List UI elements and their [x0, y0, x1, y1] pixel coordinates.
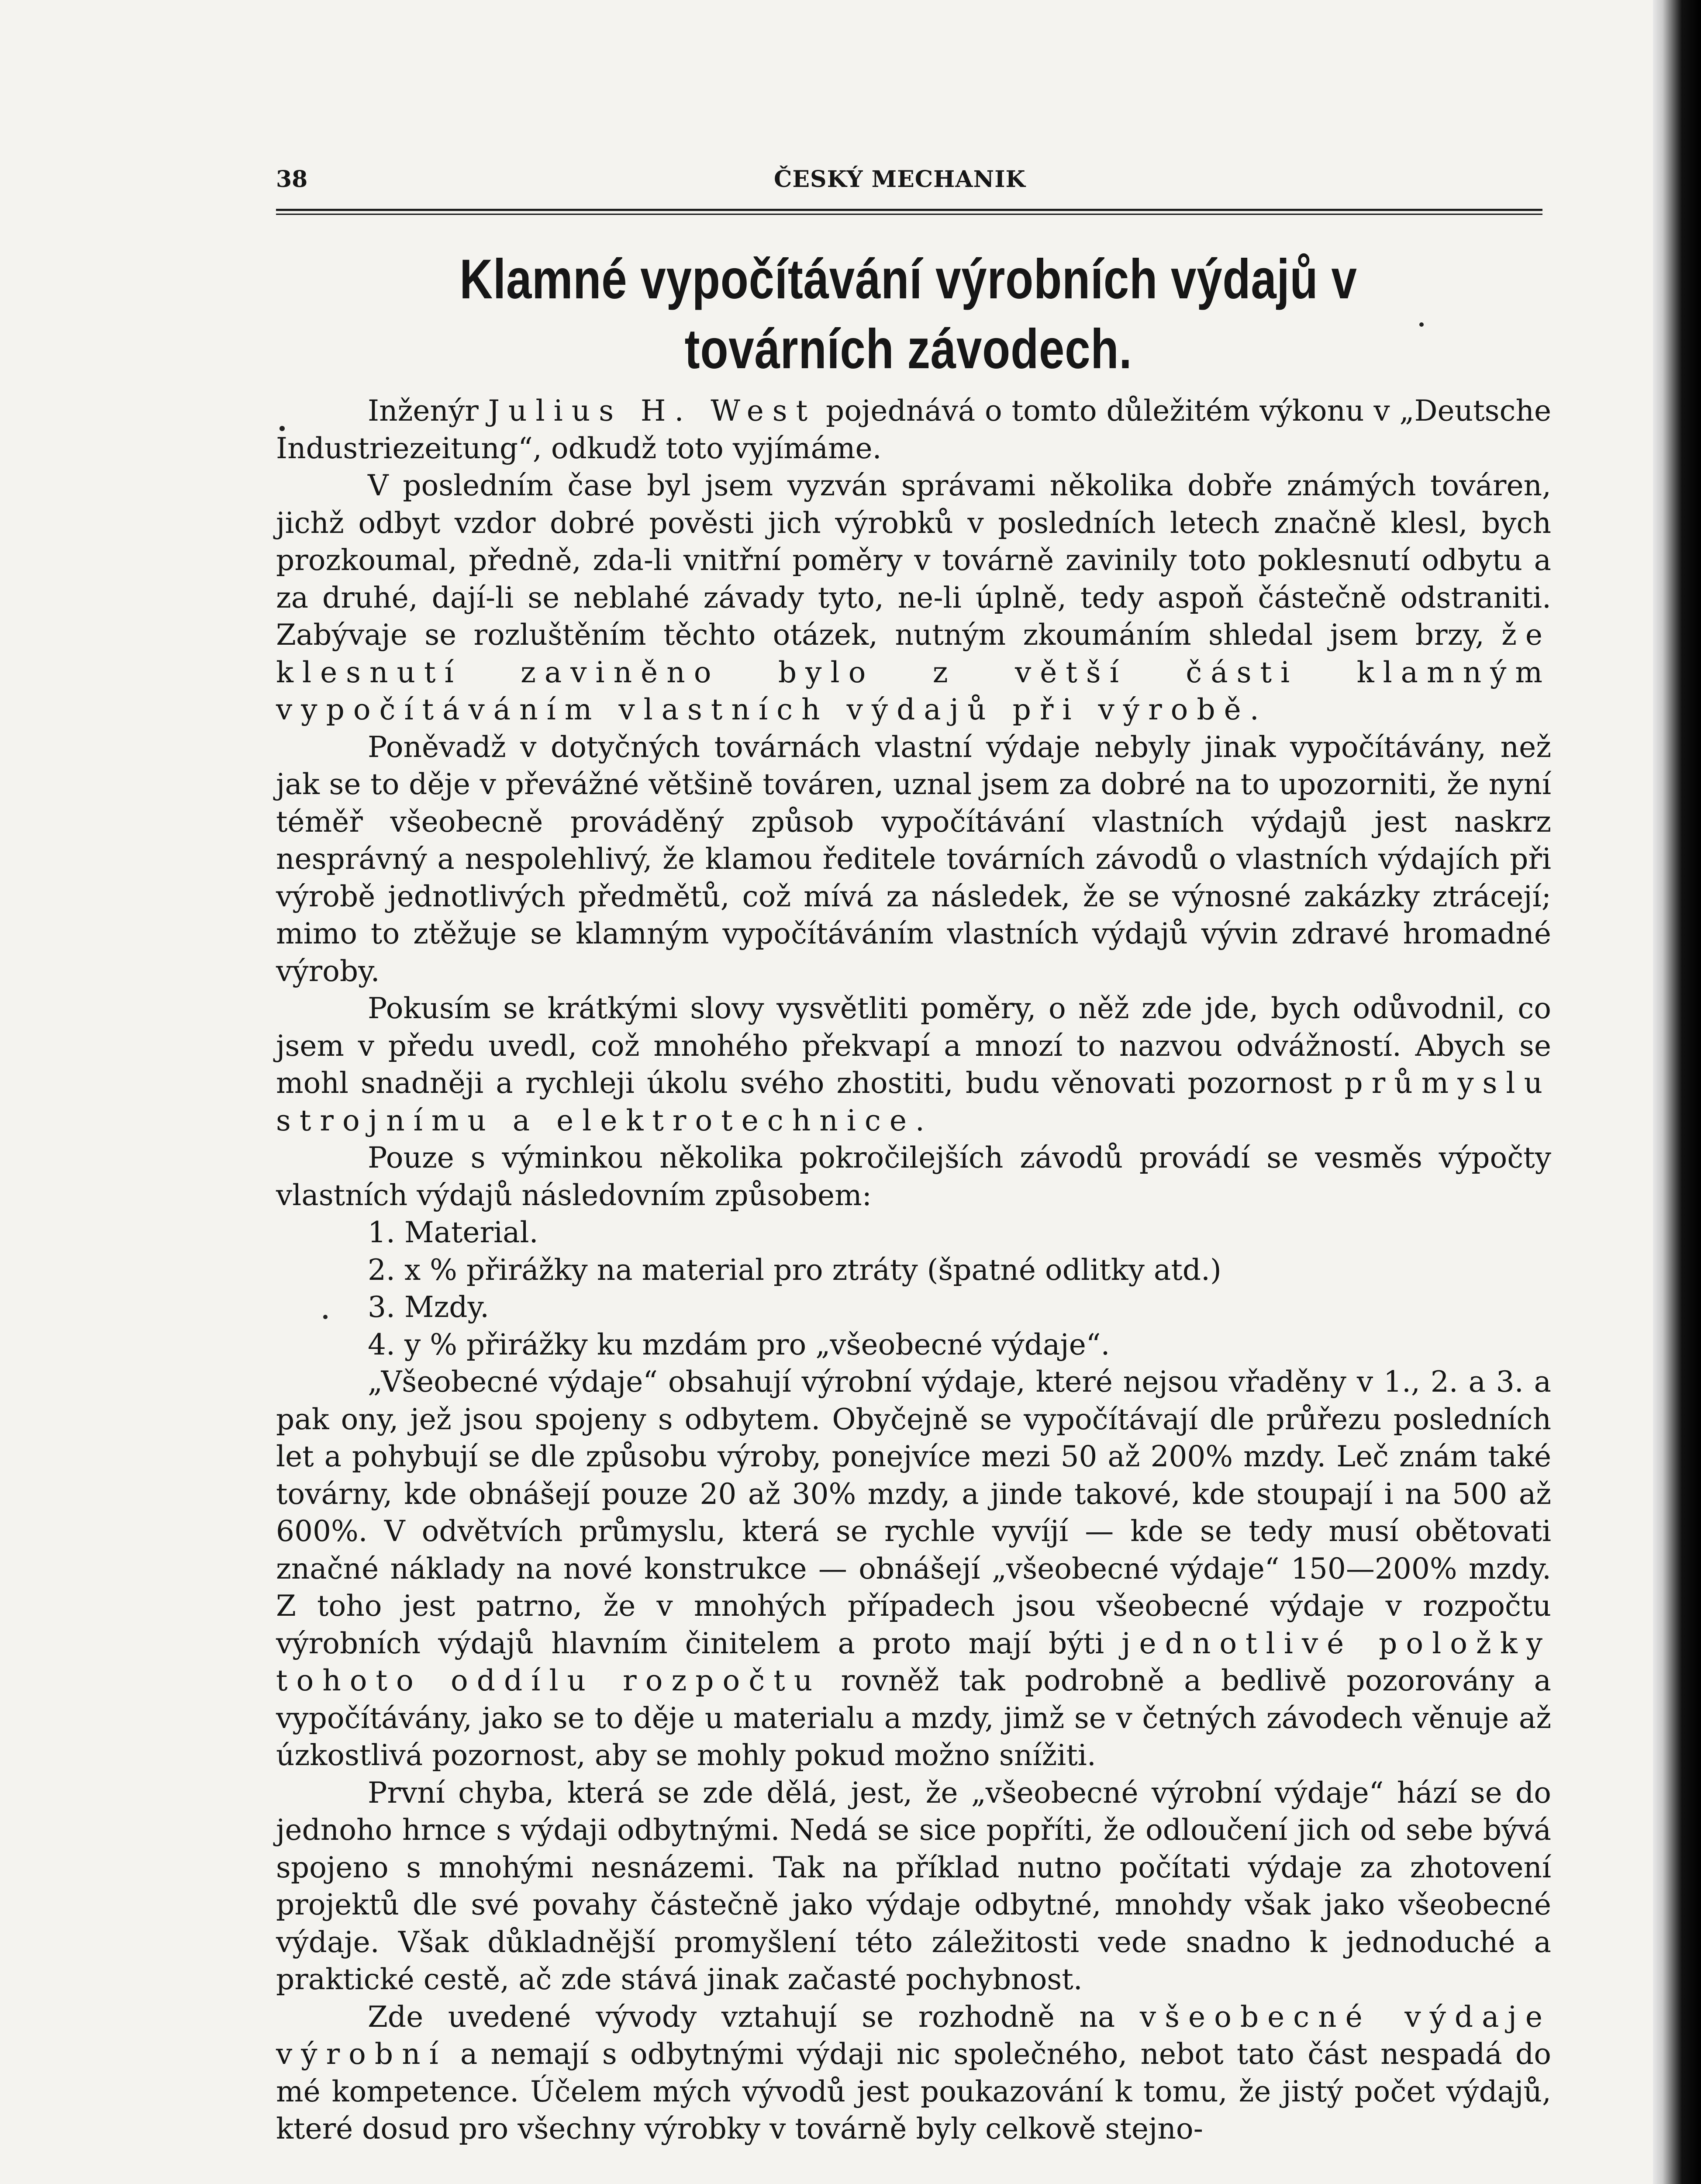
print-speck: [1419, 322, 1424, 327]
intro-paragraph: [276, 392, 1551, 467]
paragraph-7: [276, 1998, 1551, 2148]
author-name: Julius H. West: [488, 394, 817, 428]
page-number: 38: [276, 166, 308, 193]
paragraph-3: [276, 990, 1551, 1139]
p7-emphasis: všeobecné výdaje výrobní: [276, 2000, 1551, 2071]
running-title: ČESKÝ MECHANIK: [774, 166, 1026, 193]
list-item: 3. Mzdy.: [368, 1290, 490, 1324]
page-header: [276, 166, 1542, 201]
print-speck: [323, 1315, 328, 1319]
paragraph-5: [276, 1363, 1551, 1774]
article-body: [276, 392, 1551, 2148]
list-item: 2. x % přirážky na material pro ztráty (špatné odlitky atd.): [368, 1253, 1221, 1287]
list-item: 1. Material.: [368, 1216, 538, 1249]
p7-text-a: Zde uvedené vývody vztahují se rozhodně na: [368, 2000, 1140, 2034]
paragraph-2: Poněvadž v dotyčných továrnách vlastní výdaje nebyly jinak vypočítávány, než jak se to děje v převážné většině továren, uznal jsem za dobré na to upozorniti, že nyní téměř všeobecně prováděný způsob vypočítávání vlastních výdajů jest naskrz nesprávný a nespolehlivý, že klamou ředitele továrních závodů o vlastních výdajích při výrobě jednotlivých předmětů, což mívá za následek, že se výnosné zakázky ztrácejí; mimo to ztěžuje se klamným vypočítáváním vlastních výdajů vývin zdravé hromadné výroby.: [276, 730, 1551, 988]
list-item: 4. y % přirážky ku mzdám pro „všeobecné výdaje“.: [368, 1327, 1110, 1362]
p1-text-a: V posledním čase byl jsem vyzván správami několika dobře známých továren, jichž odbyt vzdor dobré pověsti jich výrobků v posledních letech značně klesl, bych prozkoumal, předně, zda-li vnitřní poměry v továrně zavinily toto poklesnutí odbytu a za druhé, dají-li se neblahé závady tyto, ne-li úplně, tedy aspoň částečně odstraniti. Zabývaje se rozluštěním těchto otázek, nutným zkoumáním shledal jsem brzy,: [276, 469, 1551, 652]
intro-text-b: pojednává o tomto důležitém výkonu v „Deutsche Industriezeitung“, odkudž toto vyjímáme.: [276, 394, 1552, 465]
paragraph-1: [276, 467, 1551, 729]
p3-text-a: Pokusím se krátkými slovy vysvětliti poměry, o něž zde jde, bych odůvodnil, co jsem v předu uvedl, což mnohého překvapí a mnozí to nazvou odvážností. Abych se mohl snadněji a rychleji úkolu svého zhostiti, budu věnovati pozornost: [276, 992, 1551, 1100]
p3-text-b: .: [915, 1103, 925, 1137]
p5-text-b: rovněž tak podrobně a bedlivě pozorovány a vypočítávány, jako se to děje u materialu a mzdy, jimž se v četných závodech věnuje až úzkostlivá pozornost, aby se mohly pokud možno snížiti.: [276, 1664, 1552, 1772]
p1-text-b: .: [1249, 693, 1259, 726]
p7-text-b: a nemají s odbytnými výdaji nic společného, nebot tato část nespadá do mé kompetence. Účelem mých vývodů jest poukazování k tomu, že jistý počet výdajů, které dosud pro všechny výrobky v továrně byly celkově stejno-: [276, 2037, 1551, 2146]
cost-list: [276, 1214, 1551, 1363]
intro-text-a: Inženýr: [368, 394, 488, 428]
p5-emphasis: jednotlivé položky tohoto oddílu rozpočtu: [276, 1626, 1551, 1697]
paragraph-4: Pouze s výminkou několika pokročilejších závodů provádí se vesměs výpočty vlastních výdajů následovním způsobem:: [276, 1141, 1551, 1212]
p5-text-a: „Všeobecné výdaje“ obsahují výrobní výdaje, které nejsou vřaděny v 1., 2. a 3. a pak ony, jež jsou spojeny s odbytem. Obyčejně se vypočítávají dle průřezu posledních let a pohybují se dle způsobu výroby, ponejvíce mezi 50 až 200% mzdy. Leč znám také továrny, kde obnášejí pouze 20 až 30% mzdy, a jinde takové, kde stoupají i na 500 až 600%. V odvětvích průmyslu, která se rychle vyvíjí — kde se tedy musí obětovati značné náklady na nové konstrukce — obnášejí „všeobecné výdaje“ 150—200% mzdy. Z toho jest patrno, že v mnohých případech jsou všeobecné výdaje v rozpočtu výrobních výdajů hlavním činitelem a proto mají býti: [276, 1365, 1551, 1660]
scan-border: [1653, 0, 1701, 2184]
print-speck: [279, 426, 285, 431]
p3-emphasis: průmyslu strojnímu a elektrotechnice: [276, 1066, 1551, 1137]
article-title: Klamné vypočítávání výrobních výdajů v továrních závodech.: [459, 248, 1357, 380]
paragraph-6: První chyba, která se zde dělá, jest, že „všeobecné výrobní výdaje“ hází se do jednoho hrnce s výdaji odbytnými. Nedá se sice popříti, že odloučení jich od sebe bývá spojeno s mnohými nesnázemi. Tak na příklad nutno počítati výdaje za zhotovení projektů dle své povahy částečně jako výdaje odbytné, mnohdy však jako všeobecné výdaje. Však důkladnější promyšlení této záležitosti vede snadno k jednoduché a praktické cestě, ač zde stává jinak začasté pochybnost.: [276, 1776, 1551, 1996]
p1-emphasis: že klesnutí zaviněno bylo z větší části klamným vypočítáváním vlastních výdajů při výrobě: [276, 618, 1551, 726]
header-rule: [276, 209, 1542, 215]
